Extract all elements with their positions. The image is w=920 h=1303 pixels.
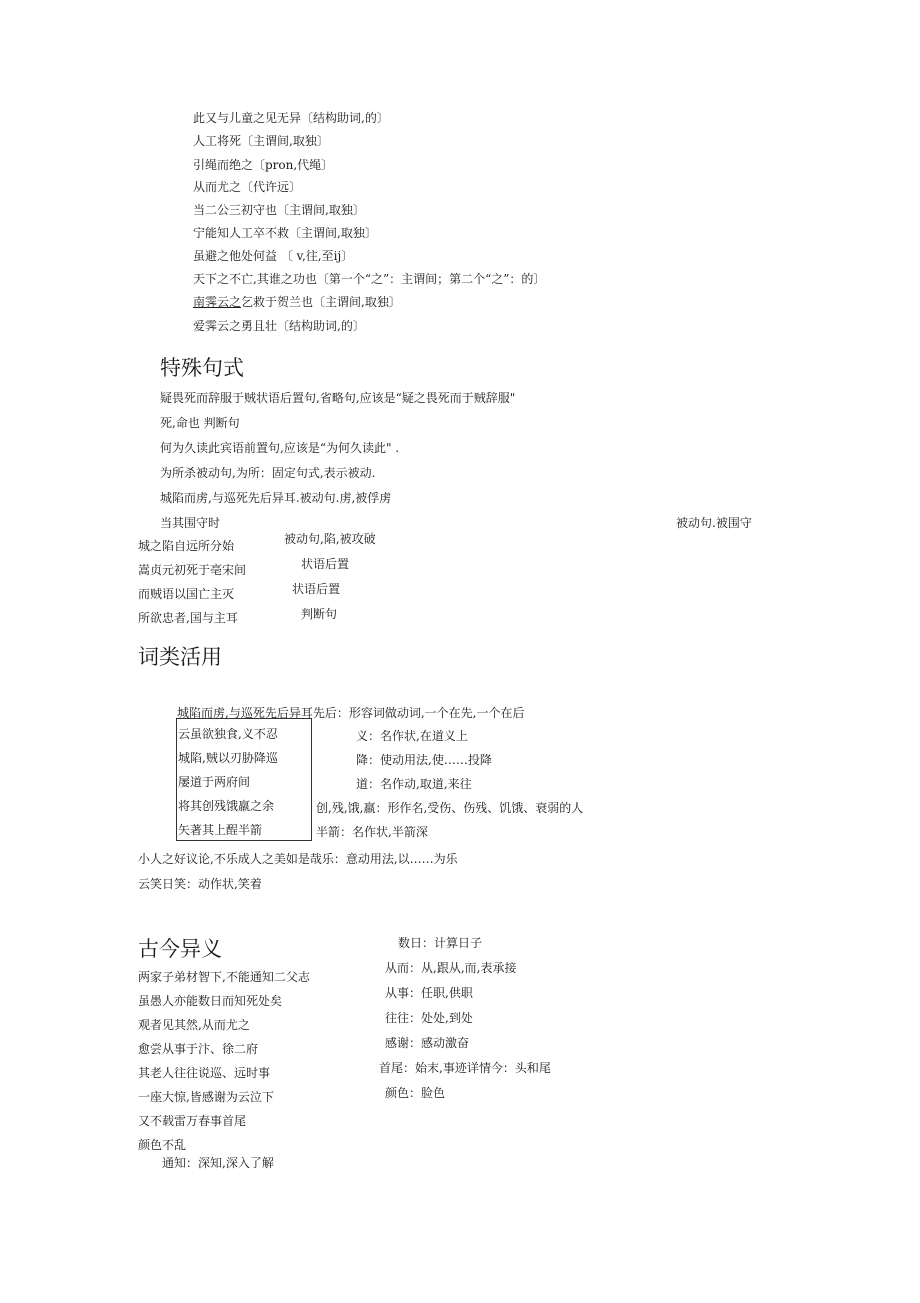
zhi-line-10: 爱霁云之勇且壮〔结构助词,的〕 (193, 319, 365, 333)
special-sentence-3: 而贼语以国亡主灭 (138, 587, 235, 601)
special-note-1: 被动句,陷,被攻破 (284, 532, 376, 546)
ancient-line-1: 两家子弟材智下,不能通知二父志 (138, 970, 310, 984)
special-line-1: 疑畏死而辞服于贼状语后置句,省略句,应该是“疑之畏死而于贼辞服" (160, 391, 516, 405)
word-after-2: 云笑日笑：动作状,笑着 (138, 877, 262, 891)
box-item-5: 矢著其上酲半箭 (178, 823, 263, 837)
zhi-line-1: 此又与儿童之见无异〔结构助词,的〕 (193, 111, 389, 125)
ancient-line-7: 又不载雷万春事首尾 (138, 1114, 247, 1128)
ancient-note-5: 感谢：感动激奋 (385, 1036, 470, 1050)
heading-ancient-modern: 古今异义 (138, 937, 222, 961)
special-note-3: 状语后置 (292, 582, 341, 596)
special-line-6: 当其围守时 (160, 516, 221, 530)
special-line-4: 为所杀被动句,为所：固定句式,表示被动. (160, 466, 376, 480)
heading-special-sentence: 特殊句式 (160, 356, 244, 380)
ancient-last-note: 通知：深知,深入了解 (162, 1156, 274, 1170)
box-item-4: 将其创残饿羸之余 (178, 799, 275, 813)
ancient-line-4: 愈尝从事于汴、徐二府 (138, 1042, 259, 1056)
ancient-line-2: 虽愚人亦能数日而知死处矣 (138, 994, 283, 1008)
word-line-first-underlined: 城陷而虏,与巡死先后异 (177, 706, 301, 720)
special-line-5: 城陷而虏,与巡死先后异耳.被动句.虏,被俘虏 (160, 491, 392, 505)
ancient-note-3: 从事：任职,供职 (385, 986, 473, 1000)
box-note-1: 义：名作状,在道义上 (356, 729, 468, 743)
box-note-2: 降：使动用法,使……投降 (356, 753, 492, 767)
heading-word-class: 词类活用 (138, 645, 222, 669)
box-note-3: 道：名作动,取道,来往 (356, 777, 472, 791)
special-right-note: 被动句.被围守 (676, 516, 752, 530)
zhi-line-9 (193, 294, 401, 310)
word-after-1: 小人之好议论,不乐成人之美如是哉乐：意动用法,以……为乐 (138, 852, 458, 866)
zhi-line-4: 从而尤之〔代许远〕 (193, 180, 302, 194)
special-sentence-2: 嵩贞元初死于亳宋间 (138, 563, 247, 577)
zhi-line-5: 当二公三初守也〔主谓间,取独〕 (193, 203, 365, 217)
box-item-2: 城陷,贼以刃胁降巡 (178, 751, 278, 765)
ancient-note-1: 数日：计算日子 (398, 936, 483, 950)
box-item-1: 云虽欲独食,义不忍 (178, 727, 278, 741)
ancient-note-7: 颜色：脸色 (385, 1086, 446, 1100)
special-sentence-4: 所欲忠者,国与主耳 (138, 611, 238, 625)
special-line-2: 死,命也 判断句 (160, 416, 240, 430)
special-note-2: 状语后置 (301, 557, 350, 571)
zhi-line-3: 引绳而绝之〔pron,代绳〕 (193, 158, 334, 172)
special-line-3: 何为久读此宾语前置句,应该是“为何久读此" . (160, 441, 400, 455)
ancient-line-3: 观者见其然,从而尤之 (138, 1018, 250, 1032)
ancient-note-2: 从而：从,跟从,而,表承接 (385, 961, 517, 975)
special-note-4: 判断句 (301, 607, 338, 621)
box-note-5: 半箭：名作状,半箭深 (316, 825, 428, 839)
zhi-line-9-underlined: 南霁云之 (193, 295, 242, 309)
ancient-line-6: 一座大惊,皆感谢为云泣下 (138, 1090, 274, 1104)
zhi-line-6: 宁能知人工卒不救〔主谓间,取独〕 (193, 226, 377, 240)
zhi-line-2: 人工将死〔主谓间,取独〕 (193, 134, 329, 148)
ancient-note-4: 往往：处处,到处 (385, 1011, 473, 1025)
ancient-line-8: 颜色不乱 (138, 1138, 187, 1152)
ancient-line-5: 其老人往往说巡、远时事 (138, 1066, 271, 1080)
box-note-4: 创,残,饿,羸：形作名,受伤、伤残、饥饿、衰弱的人 (316, 801, 584, 815)
special-sentence-1: 城之陷自远所分始 (138, 539, 235, 553)
zhi-line-7: 虽避之他处何益 〔 v,往,至ij〕 (193, 249, 354, 263)
word-line-first-rest: 耳先后：形容词做动词,一个在先,一个在后 (300, 706, 525, 720)
zhi-line-8: 天下之不亡,其谁之功也〔第一个“之”：主谓间；第二个“之”：的〕 (193, 272, 546, 286)
box-item-3: 屡道于两府间 (178, 775, 251, 789)
zhi-line-9-rest: 乞救于贺兰也〔主谓间,取独〕 (241, 295, 401, 309)
ancient-note-6: 首尾：始末,事迹详情今：头和尾 (379, 1061, 551, 1075)
